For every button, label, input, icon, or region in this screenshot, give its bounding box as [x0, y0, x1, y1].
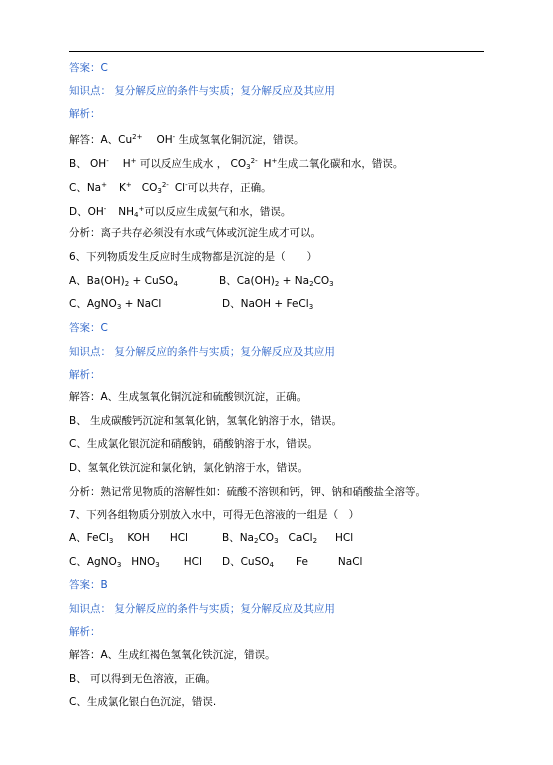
q6-option-d: D、NaOH + FeCl$_3$ — [222, 298, 314, 311]
q7-option-b: B、$Na_2CO_3$ CaCl$_2$ HCl — [222, 532, 354, 545]
q6-option-c: C、AgNO$_3$ + NaCl — [69, 298, 162, 311]
q6-option-d-explanation: D、氢氧化铁沉淀和氯化钠，氯化钠溶于水，错误。 — [69, 462, 309, 474]
q7-option-c-explanation: C、生成氯化银白色沉淀，错误. — [69, 696, 217, 708]
q5-analysis-label: 解析： — [69, 108, 101, 120]
q7-option-a-explanation: 解答：A、生成红褐色氢氧化铁沉淀，错误。 — [69, 649, 276, 661]
q6-option-a: A、$Ba(OH)_2$ + CuSO$_4$ — [69, 275, 179, 288]
header-rule — [69, 51, 484, 52]
q6-analysis-label: 解析： — [69, 369, 101, 381]
q5-knowledge: 知识点： 复分解反应的条件与实质；复分解反应及其应用 — [69, 85, 335, 97]
q5-option-d-explanation: D、OH- $NH_4^+$可以反应生成氨气和水，错误。 — [69, 205, 292, 219]
q7-answer: 答案：B — [69, 579, 108, 591]
q7-option-b-explanation: B、 可以得到无色溶液，正确。 — [69, 673, 217, 685]
q6-question: 6、下列物质发生反应时生成物都是沉淀的是（ ） — [69, 251, 318, 263]
q7-question: 7、下列各组物质分别放入水中，可得无色溶液的一组是（ ） — [69, 509, 360, 521]
q6-summary: 分析：熟记常见物质的溶解性如：硫酸不溶钡和钙，钾、钠和硝酸盐全溶等。 — [69, 486, 426, 498]
q6-option-c-explanation: C、生成氯化银沉淀和硝酸钠，硝酸钠溶于水，错误。 — [69, 438, 318, 450]
q7-option-c: C、AgNO$_3$ $HNO_3$ HCl — [69, 556, 202, 569]
q6-option-a-explanation: 解答：A、生成氢氧化铜沉淀和硫酸钡沉淀，正确。 — [69, 391, 308, 403]
q6-knowledge: 知识点： 复分解反应的条件与实质；复分解反应及其应用 — [69, 346, 335, 358]
q7-analysis-label: 解析： — [69, 626, 101, 638]
q5-option-b-explanation: B、 OH- H+ 可以反应生成水 ， $CO_3^{2-}$ H+生成二氧化碳和水，错误。 — [69, 157, 404, 171]
q6-option-b-explanation: B、 生成碳酸钙沉淀和氢氧化钠，氢氧化钠溶于水，错误。 — [69, 415, 343, 427]
q5-answer: 答案：C — [69, 62, 108, 74]
q6-answer: 答案：C — [69, 322, 108, 334]
q7-option-d: D、CuSO$_4$ Fe NaCl — [222, 556, 363, 569]
q5-option-a-explanation: 解答：A、$Cu^{2+}$ OH- 生成氢氧化铜沉淀，错误。 — [69, 133, 305, 146]
q7-option-a: A、FeCl$_3$ KOH HCl — [69, 532, 188, 545]
q5-option-c-explanation: C、Na+ K+ $CO_3^{2-}$ Cl-可以共存，正确。 — [69, 181, 272, 195]
q5-summary: 分析：离子共存必须没有水或气体或沉淀生成才可以。 — [69, 227, 321, 239]
q6-option-b: B、$Ca(OH)_2 + Na_2CO_3$ — [219, 275, 334, 288]
q7-knowledge: 知识点： 复分解反应的条件与实质；复分解反应及其应用 — [69, 603, 335, 615]
